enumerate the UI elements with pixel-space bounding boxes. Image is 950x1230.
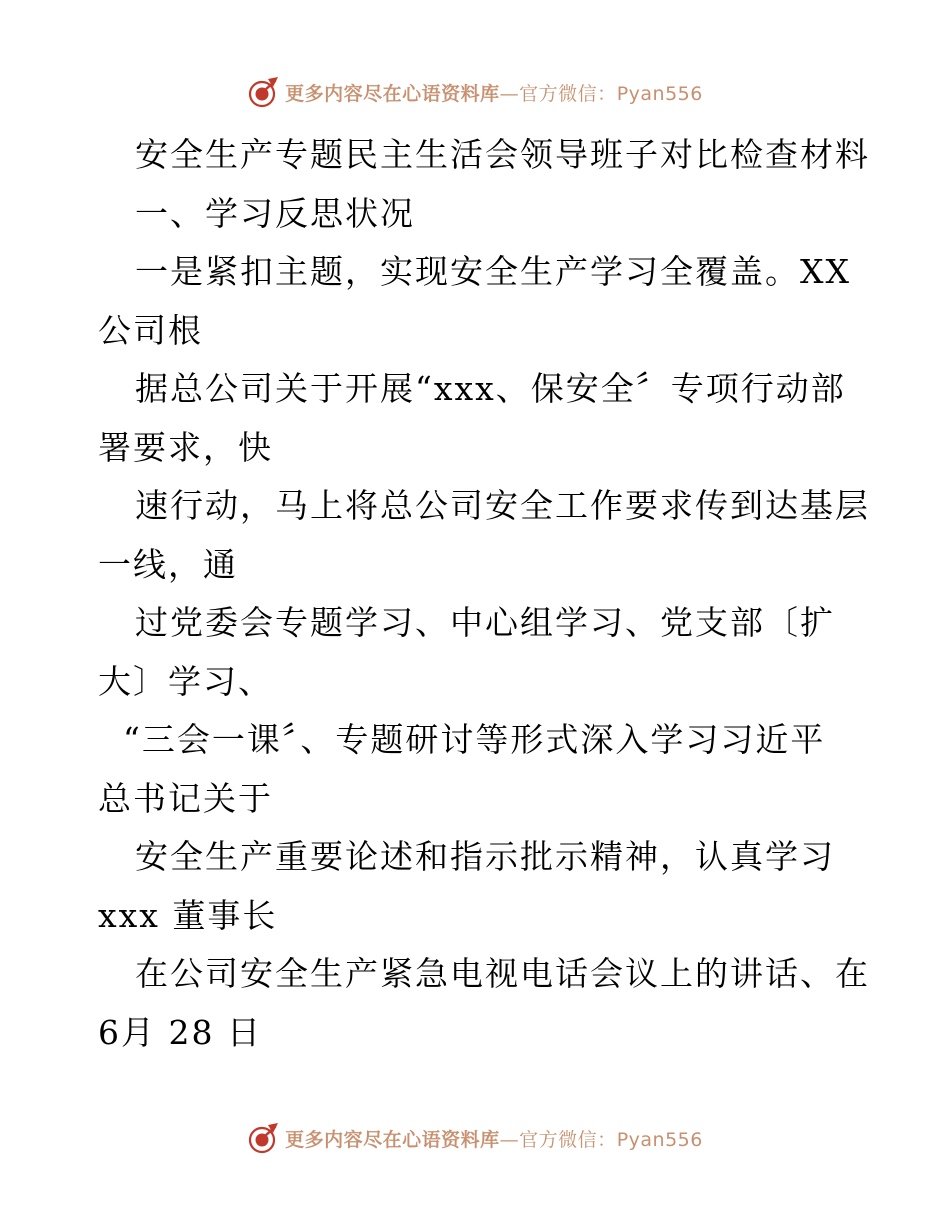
paragraph-line: 一是紧扣主题，实现安全生产学习全覆盖。XX bbox=[135, 252, 851, 291]
section-heading: 一、学习反思状况 bbox=[135, 193, 415, 233]
watermark-contact-label: 官方微信： bbox=[519, 82, 617, 105]
paragraph-line: 总书记关于 bbox=[98, 778, 273, 818]
paragraph-line: 在公司安全生产紧急电视电话会议上的讲话、在 bbox=[135, 954, 870, 993]
paragraph-line: 速行动，马上将总公司安全工作要求传到达基层 bbox=[135, 486, 870, 525]
paragraph-line: 署要求，快 bbox=[98, 427, 273, 467]
document-body bbox=[98, 126, 870, 1062]
paragraph-line: “三会一课〞、专题研讨等形式深入学习习近平 bbox=[123, 720, 826, 759]
brush-logo-icon bbox=[247, 1121, 281, 1155]
paragraph-line: 一线，通 bbox=[98, 544, 238, 584]
paragraph-line: 6月 28 日 bbox=[98, 1012, 262, 1052]
paragraph-line: 大〕学习、 bbox=[98, 661, 273, 701]
document-title: 安全生产专题民主生活会领导班子对比检查材料 bbox=[135, 135, 870, 174]
paragraph-line: xxx 董事长 bbox=[98, 895, 278, 935]
watermark-text bbox=[285, 79, 703, 106]
watermark-brand: 更多内容尽在心语资料库 bbox=[285, 82, 500, 105]
watermark-contact-label: 官方微信： bbox=[519, 1128, 617, 1151]
watermark-dash: — bbox=[499, 1128, 520, 1151]
watermark-brand: 更多内容尽在心语资料库 bbox=[285, 1128, 500, 1151]
header-watermark bbox=[0, 72, 950, 112]
watermark-dash: — bbox=[499, 82, 520, 105]
watermark-contact-id: Pyan556 bbox=[616, 1128, 703, 1151]
paragraph-line: 安全生产重要论述和指示批示精神，认真学习 bbox=[135, 837, 835, 876]
paragraph-line: 据总公司关于开展“xxx、保安全〞专项行动部 bbox=[135, 369, 846, 408]
brush-logo-icon bbox=[247, 75, 281, 109]
paragraph-line: 公司根 bbox=[98, 310, 203, 350]
footer-watermark bbox=[0, 1118, 950, 1158]
watermark-contact-id: Pyan556 bbox=[616, 82, 703, 105]
paragraph-line: 过党委会专题学习、中心组学习、党支部〔扩 bbox=[135, 603, 835, 642]
watermark-text bbox=[285, 1125, 703, 1152]
